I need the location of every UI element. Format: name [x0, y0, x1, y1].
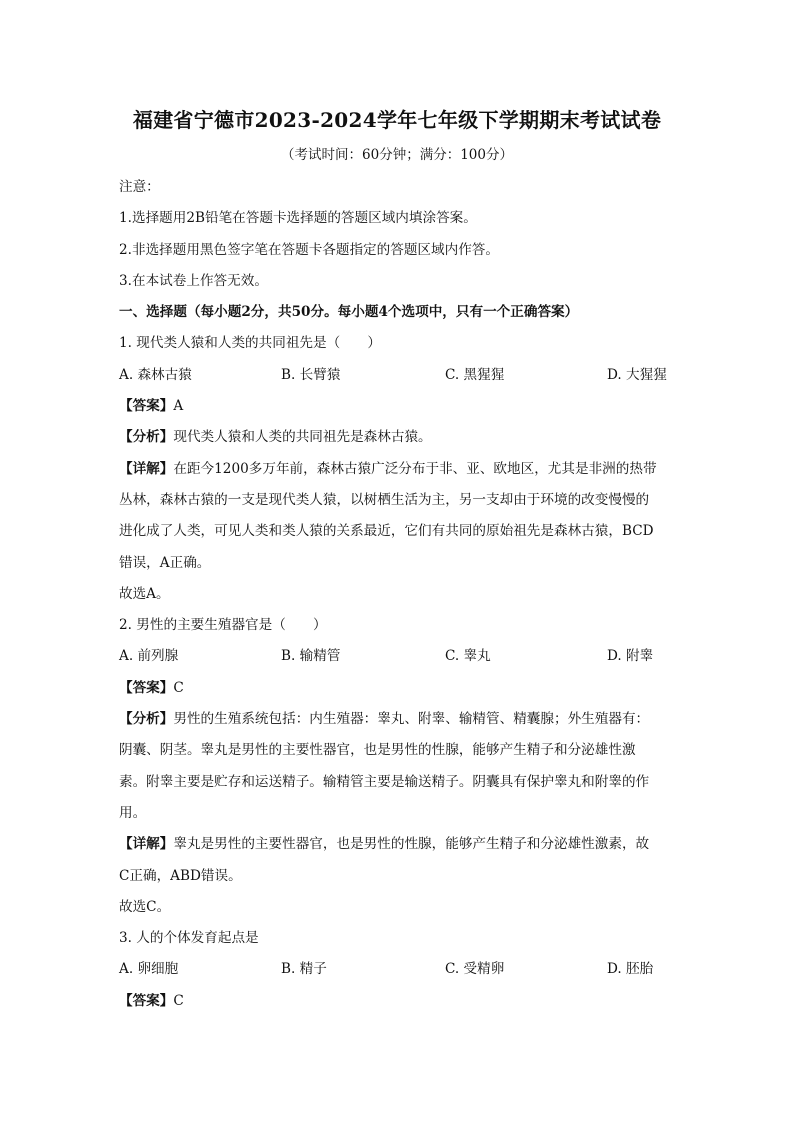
analysis-tag: 【分析】	[119, 429, 174, 446]
document-title: 福建省宁德市2023-2024学年七年级下学期期末考试试卷	[132, 108, 662, 132]
detail-line: 错误，A正确。	[119, 554, 211, 571]
answer-line	[119, 986, 679, 1017]
analysis-text: 现代类人猿和人类的共同祖先是森林古猿。	[173, 429, 432, 446]
question-2	[119, 610, 679, 923]
option-d: D. 胚胎	[607, 961, 654, 978]
detail-line: 进化成了人类，可见人类和类人猿的关系最近，它们有共同的原始祖先是森林古猿，BCD	[119, 523, 654, 540]
conclusion: 故选A。	[119, 585, 170, 602]
answer-tag: 【答案】	[119, 679, 174, 696]
document-body	[119, 172, 679, 1017]
option-d: D. 附睾	[607, 648, 654, 665]
question-stem: 1. 现代类人猿和人类的共同祖先是（ ）	[119, 335, 381, 352]
section-heading: 一、选择题（每小题2分，共50分。每小题4个选项中，只有一个正确答案）	[119, 304, 579, 321]
answer-tag: 【答案】	[119, 398, 174, 415]
option-c: C. 睾丸	[445, 648, 491, 665]
answer-value: C	[173, 679, 184, 696]
option-b: B. 精子	[281, 961, 327, 978]
note-item: 1.选择题用2B铅笔在答题卡选择题的答题区域内填涂答案。	[119, 210, 477, 227]
analysis-line	[119, 422, 679, 453]
detail-text: 在距今1200多万年前，森林古猿广泛分布于非、亚、欧地区，尤其是非洲的热带	[173, 460, 657, 477]
detail-line	[119, 829, 679, 860]
answer-line	[119, 391, 679, 422]
analysis-line: 阴囊、阴茎。睾丸是男性的主要性器官，也是男性的性腺，能够产生精子和分泌雄性激	[119, 742, 636, 759]
question-3	[119, 923, 679, 1017]
option-row	[119, 360, 679, 391]
option-c: C. 黑猩猩	[445, 366, 505, 383]
notes-heading: 注意：	[119, 179, 160, 195]
analysis-line: 用。	[119, 804, 147, 821]
answer-value: C	[173, 992, 184, 1009]
detail-tag: 【详解】	[119, 460, 174, 477]
answer-tag: 【答案】	[119, 992, 174, 1009]
detail-text: 睾丸是男性的主要性器官，也是男性的性腺，能够产生精子和分泌雄性激素，故	[173, 836, 650, 853]
answer-value: A	[173, 398, 184, 415]
conclusion: 故选C。	[119, 898, 171, 915]
option-b: B. 输精管	[281, 648, 341, 665]
analysis-line: 素。附睾主要是贮存和运送精子。输精管主要是输送精子。阴囊具有保护睾丸和附睾的作	[119, 773, 650, 790]
note-item: 2.非选择题用黑色签字笔在答题卡各题指定的答题区域内作答。	[119, 241, 499, 258]
option-c: C. 受精卵	[445, 961, 505, 978]
option-d: D. 大猩猩	[607, 366, 667, 383]
detail-line: 丛林，森林古猿的一支是现代类人猿，以树栖生活为主，另一支却由于环境的改变慢慢的	[119, 491, 650, 508]
analysis-line	[119, 704, 679, 735]
option-a: A. 卵细胞	[119, 961, 179, 978]
question-stem: 3. 人的个体发育起点是	[119, 930, 259, 947]
question-stem: 2. 男性的主要生殖器官是（ ）	[119, 617, 327, 634]
detail-tag: 【详解】	[119, 836, 174, 853]
detail-line: C正确，ABD错误。	[119, 867, 242, 884]
option-row	[119, 954, 679, 985]
option-b: B. 长臂猿	[281, 366, 341, 383]
option-a: A. 前列腺	[119, 648, 179, 665]
question-1	[119, 328, 679, 610]
analysis-text: 男性的生殖系统包括：内生殖器：睾丸、附睾、输精管、精囊腺；外生殖器有：	[173, 711, 650, 728]
option-row	[119, 641, 679, 672]
detail-line	[119, 454, 679, 485]
option-a: A. 森林古猿	[119, 366, 192, 383]
analysis-tag: 【分析】	[119, 711, 174, 728]
exam-info: （考试时间：60分钟；满分：100分）	[281, 147, 513, 163]
answer-line	[119, 673, 679, 704]
note-item: 3.在本试卷上作答无效。	[119, 272, 268, 289]
